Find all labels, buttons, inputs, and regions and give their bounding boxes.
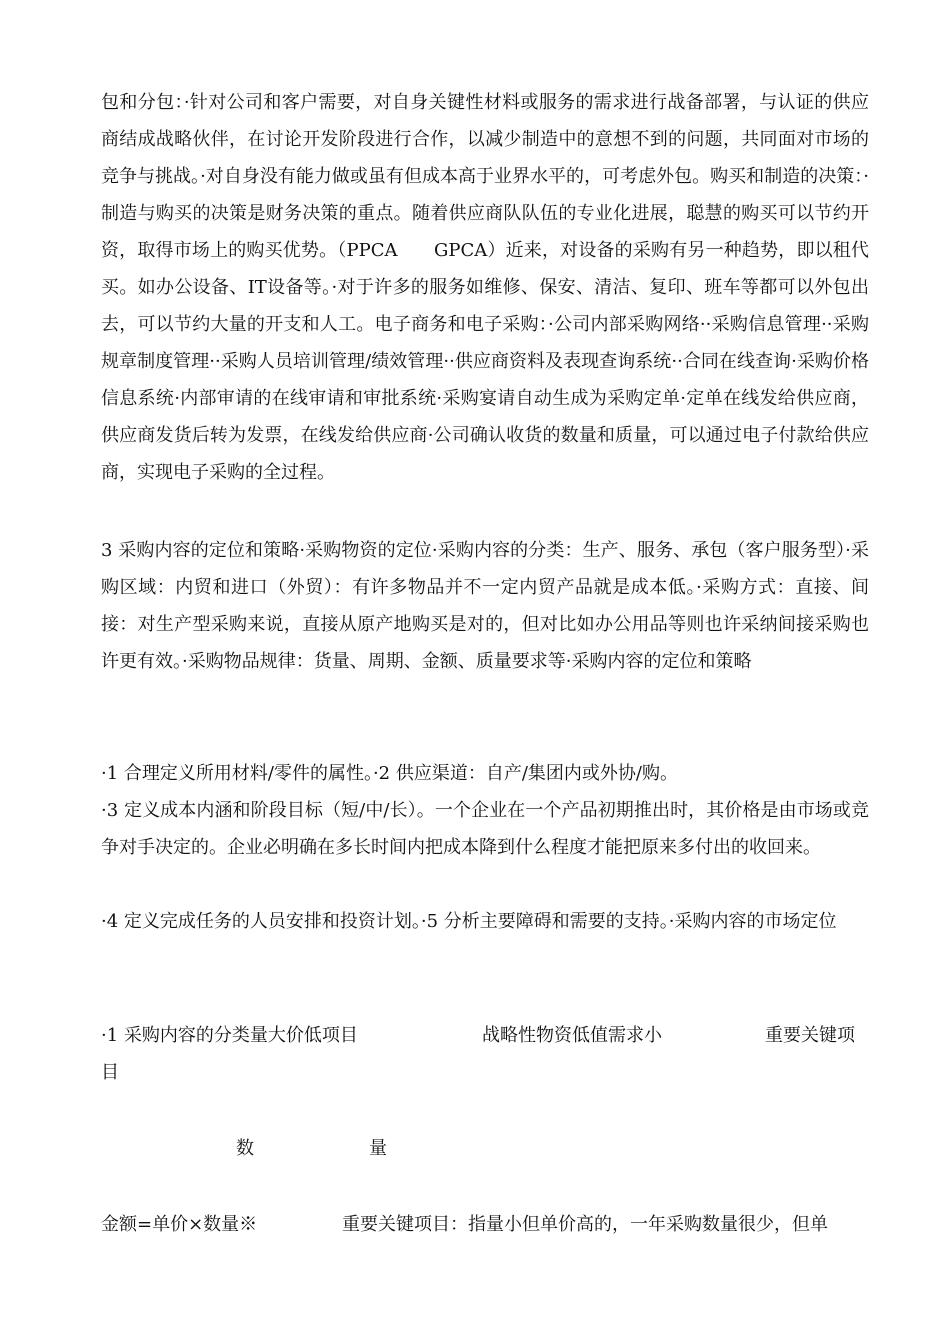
formula-amount: 金额=单价×数量※ — [101, 1214, 258, 1235]
axis-label-quantity-left: 数 — [236, 1138, 254, 1159]
paragraph-item-4-5: ·4 定义完成任务的人员安排和投资计划。·5 分析主要障碍和需要的支持。·采购内容的市场定位 — [101, 911, 837, 932]
matrix-col-key-items: 重要关键项 — [765, 1025, 855, 1046]
matrix-col-key-items-wrap: 目 — [101, 1062, 119, 1083]
paragraph-item-3: ·3 定义成本内涵和阶段目标（短/中/长）。一个企业在一个产品初期推出时，其价格是由市场或竞争对手决定的。企业必明确在多长时间内把成本降到什么程度才能把原来多付出的收回来。 — [101, 800, 869, 858]
paragraph-item-1-2: ·1 合理定义所用材料/零件的属性。·2 供应渠道：自产/集团内或外协/购。 — [101, 763, 678, 784]
matrix-col-bulk-low-price: ·1 采购内容的分类量大价低项目 — [101, 1025, 358, 1046]
paragraph-procurement-positioning: 3 采购内容的定位和策略·采购物资的定位·采购内容的分类：生产、服务、承包（客户服务型）·采购区域：内贸和进口（外贸）：有许多物品并不一定内贸产品就是成本低。·采购方式：直接、间接：对生产型采购来说，直接从原产地购买是对的，但对比如办公用品等则也许采纳间接采购也许更有效。·采购物品规律：货量、周期、金额、质量要求等·采购内容的定位和策略 — [101, 540, 869, 672]
axis-label-quantity-right: 量 — [369, 1138, 387, 1159]
note-key-items: 重要关键项目：指量小但单价高的，一年采购数量很少，但单 — [342, 1214, 828, 1235]
paragraph-outsourcing-ecommerce: 包和分包：·针对公司和客户需要，对自身关键性材料或服务的需求进行战备部署，与认证的供应商结成战略伙伴，在讨论开发阶段进行合作，以减少制造中的意想不到的问题，共同面对市场的竞争与挑战。·对自身没有能力做或虽有但成本高于业界水平的，可考虑外包。购买和制造的决策：·制造与购买的决策是财务决策的重点。随着供应商队队伍的专业化进展，聪慧的购买可以节约开资，取得市场上的购买优势。（PPCA GPCA）近来，对设备的采购有另一种趋势，即以租代买。如办公设备、IT设备等。·对于许多的服务如维修、保安、清洁、复印、班车等都可以外包出去，可以节约大量的开支和人工。电子商务和电子采购：·公司内部采购网络··采购信息管理··采购规章制度管理··采购人员培训管理/绩效管理··供应商资料及表现查询系统··合同在线查询·采购价格信息系统·内部审请的在线审请和审批系统·采购宴请自动生成为采购定单·定单在线发给供应商，供应商发货后转为发票，在线发给供应商·公司确认收货的数量和质量，可以通过电子付款给供应商，实现电子采购的全过程。 — [101, 92, 869, 483]
matrix-col-strategic-low-value: 战略性物资低值需求小 — [482, 1025, 662, 1046]
